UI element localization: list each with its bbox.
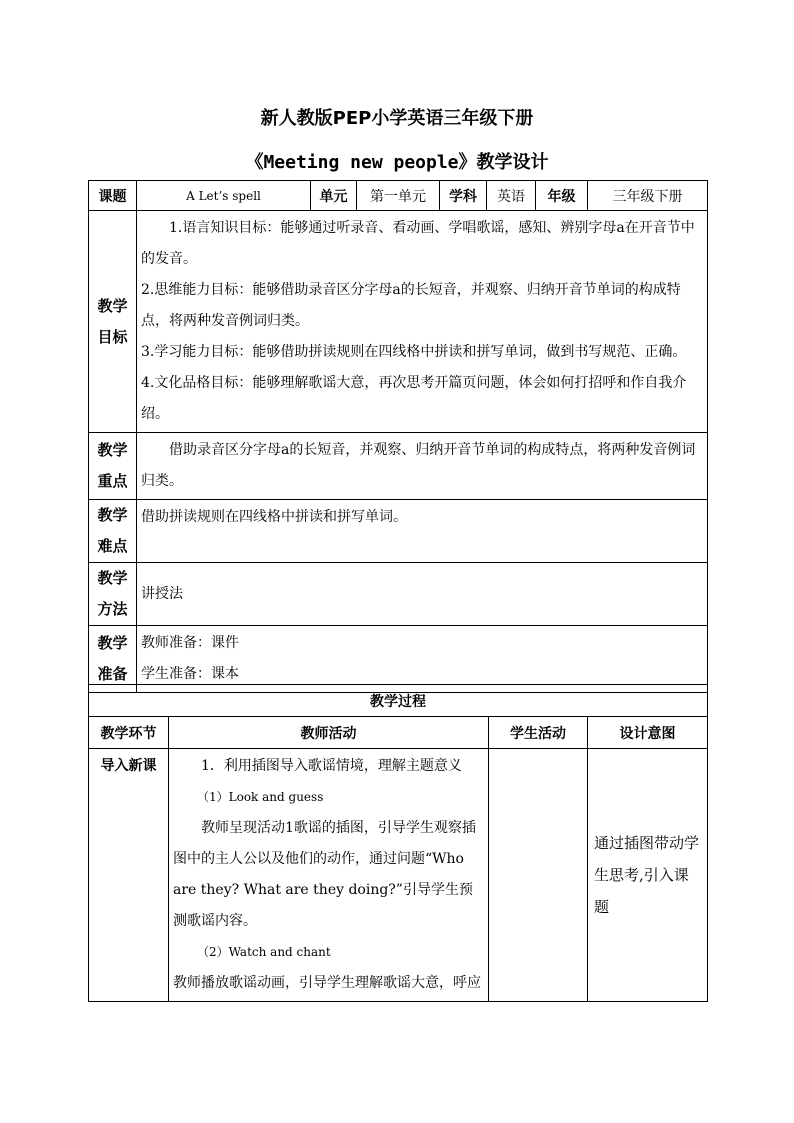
preparation-content [137,626,708,693]
topic-label: 课题 [89,181,137,211]
column-header-stage: 教学环节 [89,717,169,749]
document-title: 新人教版PEP小学英语三年级下册 [260,108,534,129]
methods-label: 教学 方法 [89,563,137,626]
topic-value: A Let’s spell [137,181,311,211]
subject-value: 英语 [487,181,536,211]
objectives-row [89,211,708,433]
process-columns-row [89,717,708,749]
objective-item: 1.语言知识目标：能够通过听录音、看动画、学唱歌谣，感知、辨别字母a在开音节中的发音。 [141,220,695,267]
process-header-row [89,685,708,717]
objective-item: 3.学习能力目标：能够借助拼读规则在四线格中拼读和拼写单词，做到书写规范、正确。 [141,344,687,360]
teacher-preparation: 教师准备：课件 [141,635,239,651]
difficulties-label: 教学 难点 [89,500,137,563]
unit-value: 第一单元 [357,181,440,211]
process-header: 教学过程 [89,685,708,717]
objective-item: 2.思维能力目标：能够借助录音区分字母a的长短音，并观察、归纳开音节单词的构成特点，将两种发音例词归类。 [141,282,681,329]
student-activity-cell [489,749,588,1002]
difficulties-content: 借助拼读规则在四线格中拼读和拼写单词。 [137,500,708,563]
objectives-content [137,211,708,433]
activity-line: 教师播放歌谣动画，引导学生理解歌谣大意，呼应 [173,975,481,991]
document-subtitle: 《Meeting new people》教学设计 [245,152,549,173]
grade-value: 三年级下册 [588,181,708,211]
difficulties-row [89,500,708,563]
key-points-row [89,433,708,500]
design-intent-cell: 通过插图带动学生思考,引入课题 [588,749,708,1002]
objective-item: 4.文化品格目标：能够理解歌谣大意，再次思考开篇页问题，体会如何打招呼和作自我介绍。 [141,375,687,422]
preparation-row [89,626,708,693]
activity-line: 1．利用插图导入歌谣情境，理解主题意义 [201,758,462,774]
column-header-intent: 设计意图 [588,717,708,749]
methods-content: 讲授法 [137,563,708,626]
unit-label: 单元 [311,181,357,211]
methods-row [89,563,708,626]
stage-cell: 导入新课 [89,749,169,1002]
key-points-label: 教学 重点 [89,433,137,500]
grade-label: 年级 [536,181,588,211]
objectives-label: 教学 目标 [89,211,137,433]
process-row [89,749,708,1002]
key-points-content: 借助录音区分字母a的长短音，并观察、归纳开音节单词的构成特点，将两种发音例词归类。 [137,433,708,500]
activity-line: （1）Look and guess [197,790,324,804]
info-row [89,181,708,211]
column-header-student: 学生活动 [489,717,588,749]
student-preparation: 学生准备：课本 [141,666,239,682]
column-header-teacher: 教师活动 [169,717,489,749]
preparation-label: 教学 准备 [89,626,137,693]
activity-line: 教师呈现活动1歌谣的插图，引导学生观察插图中的主人公以及他们的动作，通过问题“Who are they? What are they doing?”引导学生预测歌谣内容。 [173,820,476,929]
activity-line: （2）Watch and chant [197,945,331,959]
lesson-info-table [88,180,708,693]
teacher-activity-cell [169,749,489,1002]
teaching-process-table [88,684,708,1002]
subject-label: 学科 [440,181,487,211]
